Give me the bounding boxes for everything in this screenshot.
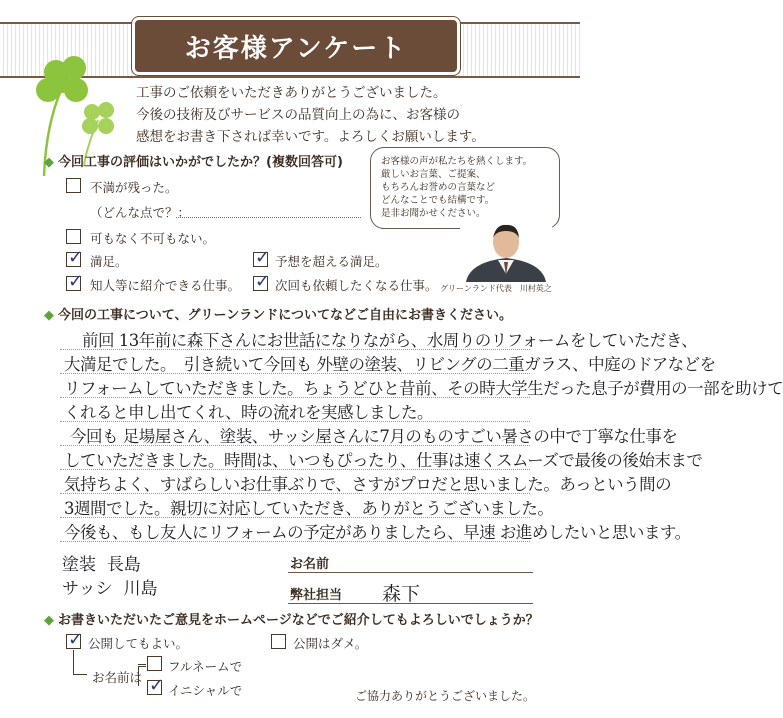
intro-line: 工事のご依頼をいただきありがとうございました。 [136, 85, 447, 101]
check-icon: ✓ [149, 675, 165, 696]
name-input[interactable] [288, 572, 533, 573]
comment-line: 気持ちよく、すばらしいお仕事ぶりで、さすがプロだと思いました。あっという間の [64, 475, 672, 494]
q1-title: ◆ 今回工事の評価はいかがでしたか？(複数回答可) [44, 155, 343, 170]
publish-ok-checkbox[interactable] [66, 629, 84, 650]
bubble-line: もちろんお誉めの言葉など [381, 182, 496, 193]
publish-ng-checkbox[interactable] [271, 634, 286, 649]
detail-input[interactable] [176, 217, 361, 218]
comment-line: くれると申し出てくれ、時の流れを実感しました。 [64, 403, 433, 422]
intro-text [136, 82, 556, 148]
check-icon: ✓ [255, 247, 271, 268]
comment-line: 3週間でした。親切に対応していただき、ありがとうございました。 [64, 499, 554, 518]
comment-line: 大満足でした。 引き続いて今回も 外壁の塗装、リビングの二重ガラス、中庭のドアなどを [64, 355, 716, 374]
exceeded-label: 予想を超える満足。 [275, 254, 388, 269]
q3-title: ◆ お書きいただいたご意見をホームページなどでご紹介してもよろしいでしょうか？ [44, 613, 539, 628]
speech-bubble [370, 147, 560, 229]
initials-label: イニシャルで [168, 683, 243, 698]
dissatisfied-label: 不満が残った。 [90, 180, 178, 195]
bullet-icon: ◆ [44, 308, 54, 323]
comment-line: リフォームしていただきました。ちょうどひと昔前、その時大学生だった息子が費用の一部を助けて [64, 379, 783, 398]
bracket-line [138, 664, 146, 665]
bubble-line: お客様の声が私たちを熱くします。 [381, 156, 533, 167]
satisfied-label: 満足。 [90, 254, 128, 269]
name-label: お名前 [290, 557, 330, 572]
bubble-line: 是非お聞かせください。 [381, 208, 486, 219]
recommend-checkbox[interactable] [66, 271, 84, 292]
comment-line: 今後も、もし友人にリフォームの予定がありましたら、早速 お進めしたいと思います。 [64, 523, 691, 542]
check-icon: ✓ [68, 247, 84, 268]
bubble-line: 厳しいお言葉、ご提案、 [381, 169, 486, 180]
again-label: 次回も依頼したくなる仕事。 [275, 278, 438, 293]
staff-sash: サッシ 川島 [62, 579, 158, 599]
intro-line: 今後の技術及びサービスの品質向上の為に、お客様の [136, 107, 460, 123]
rep-line [288, 603, 533, 604]
staff-painting: 塗装 長島 [62, 555, 141, 575]
bubble-line: どんなことでも結構です。 [381, 195, 495, 206]
check-icon: ✓ [68, 629, 84, 650]
check-icon: ✓ [68, 271, 84, 292]
president-photo [460, 222, 552, 282]
title-banner [135, 20, 457, 72]
check-icon: ✓ [255, 271, 271, 292]
full-name-checkbox[interactable] [147, 656, 162, 671]
rep-label: 弊社担当 [290, 588, 343, 603]
neutral-label: 可もなく不可もない。 [90, 231, 216, 246]
bullet-icon: ◆ [44, 613, 54, 628]
comment-line: 今回も 足場屋さん、塗装、サッシ屋さんに7月のものすごい暑さの中で丁寧な仕事を [70, 427, 678, 446]
exceeded-checkbox[interactable] [253, 247, 271, 268]
name-is-label: お名前は [92, 670, 143, 685]
dissatisfied-checkbox[interactable] [66, 178, 81, 193]
publish-ok-label: 公開してもよい。 [88, 636, 189, 651]
detail-prompt: （どんな点で？： [90, 205, 191, 220]
full-name-label: フルネームで [168, 659, 243, 674]
neutral-checkbox[interactable] [66, 229, 81, 244]
publish-ng-label: 公開はダメ。 [293, 636, 368, 651]
bracket-line [138, 666, 146, 686]
intro-line: 感想をお書き下されば幸いです。よろしくお願いします。 [136, 129, 485, 145]
recommend-label: 知人等に紹介できる仕事。 [90, 278, 241, 293]
bullet-icon: ◆ [44, 155, 54, 170]
comment-line: 前回 13年前に森下さんにお世話になりながら、水周りのリフォームをしていただき、 [82, 331, 698, 350]
comment-line: していただきました。時間は、いつもぴったり、仕事は速くスムーズで最後の後始末まで [64, 451, 703, 470]
q2-title: ◆ 今回の工事について、グリーンランドについてなどご自由にお書きください。 [44, 308, 512, 323]
initials-checkbox[interactable] [147, 675, 165, 696]
page-title: お客様アンケート [184, 33, 408, 64]
again-checkbox[interactable] [253, 271, 271, 292]
thanks-text: ご協力ありがとうございました。 [355, 689, 536, 703]
president-caption: グリーンランド代表 川村英之 [440, 284, 552, 293]
bracket-line [73, 650, 87, 675]
satisfied-checkbox[interactable] [66, 247, 84, 268]
rep-name: 森下 [382, 583, 421, 605]
